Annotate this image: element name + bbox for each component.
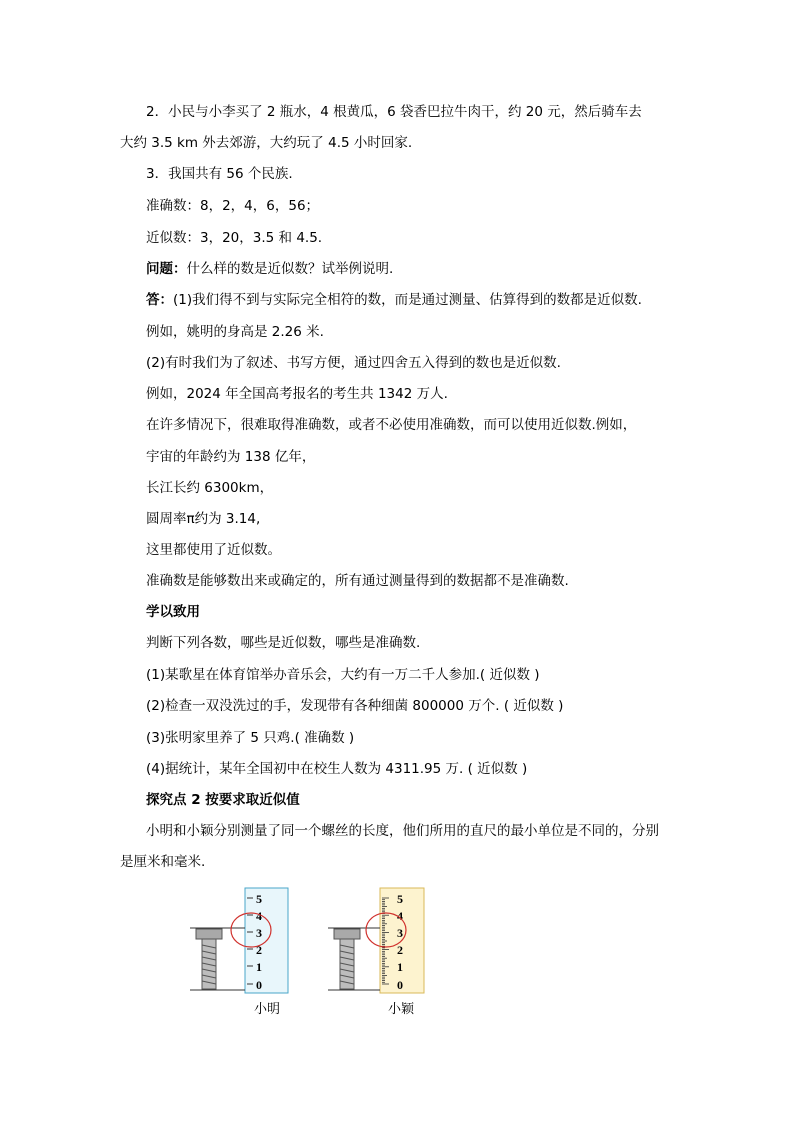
ruler-intro: 小明和小颖分别测量了同一个螺丝的长度，他们所用的直尺的最小单位是不同的，分别 <box>146 823 659 839</box>
left-tick-label-2: 2 <box>256 943 262 957</box>
left-tick-label-5: 5 <box>256 892 262 906</box>
exercise-item-4: (4)据统计，某年全国初中在校生人数为 4311.95 万. ( 近似数 ) <box>146 761 528 777</box>
section-heading-explore-2: 探究点 2 按要求取近似值 <box>146 792 300 808</box>
left-tick-label-3: 3 <box>256 926 262 940</box>
example-height: 例如，姚明的身高是 2.26 米. <box>146 324 324 340</box>
example-universe: 宇宙的年龄约为 138 亿年， <box>146 449 316 465</box>
question-text: 什么样的数是近似数？试举例说明. <box>186 261 394 277</box>
explanation-line: 在许多情况下，很难取得准确数，或者不必使用准确数，而可以使用近似数.例如， <box>146 417 637 433</box>
exercise-item-1: (1)某歌星在体育馆举办音乐会，大约有一万二千人参加.( 近似数 ) <box>146 667 540 683</box>
right-tick-label-3: 3 <box>397 926 403 940</box>
left-figure-caption: 小明 <box>254 1002 281 1017</box>
left-tick-label-1: 1 <box>256 960 262 974</box>
paragraph-item-2-cont: 大约 3.5 km 外去郊游，大约玩了 4.5 小时回家. <box>120 135 413 151</box>
left-screw <box>190 928 245 990</box>
question-label: 问题： <box>146 261 187 277</box>
left-tick-label-4: 4 <box>256 909 262 923</box>
exercise-item-2: (2)检查一双没洗过的手，发现带有各种细菌 800000 万个. ( 近似数 ) <box>146 698 564 714</box>
right-tick-label-1: 1 <box>397 960 403 974</box>
left-tick-label-0: 0 <box>256 978 262 992</box>
example-exam: 例如，2024 年全国高考报名的考生共 1342 万人. <box>146 386 448 402</box>
exercise-item-3: (3)张明家里养了 5 只鸡.( 准确数 ) <box>146 730 355 746</box>
approx-numbers-line: 近似数：3，20，3.5 和 4.5. <box>146 230 323 246</box>
section-heading-apply: 学以致用 <box>146 604 200 620</box>
summary-line: 这里都使用了近似数。 <box>146 542 281 558</box>
right-tick-label-5: 5 <box>397 892 403 906</box>
answer-label: 答： <box>146 292 173 308</box>
right-tick-label-4: 4 <box>397 909 403 923</box>
right-figure-caption: 小颖 <box>388 1002 415 1017</box>
right-screw <box>328 928 380 990</box>
exact-numbers-line: 准确数：8，2，4，6，56； <box>146 198 320 214</box>
example-yangtze: 长江长约 6300km， <box>146 480 274 496</box>
paragraph-item-3: 3．我国共有 56 个民族. <box>146 166 293 182</box>
answer-point-2: (2)有时我们为了叙述、书写方便，通过四舍五入得到的数也是近似数. <box>146 355 561 371</box>
answer-text: (1)我们得不到与实际完全相符的数，而是通过测量、估算得到的数都是近似数. <box>173 292 642 308</box>
right-tick-label-2: 2 <box>397 943 403 957</box>
paragraph-item-2: 2．小民与小李买了 2 瓶水，4 根黄瓜，6 袋香巴拉牛肉干，约 20 元，然后骑车去 <box>146 104 642 120</box>
exact-definition: 准确数是能够数出来或确定的，所有通过测量得到的数据都不是准确数. <box>146 573 569 589</box>
ruler-intro-cont: 是厘米和毫米. <box>120 854 206 870</box>
exercise-instruction: 判断下列各数，哪些是近似数，哪些是准确数. <box>146 635 421 651</box>
right-tick-label-0: 0 <box>397 978 403 992</box>
example-pi: 圆周率π约为 3.14, <box>146 511 261 527</box>
